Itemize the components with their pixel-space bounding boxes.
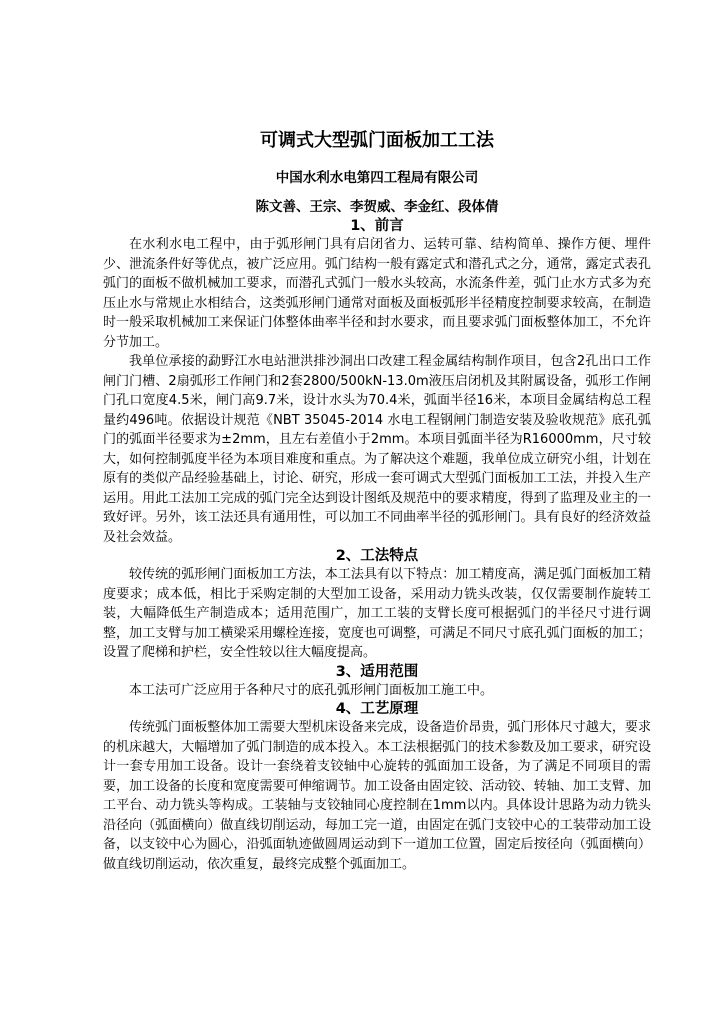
author-names: 陈文善、王宗、李贺威、李金红、段体倩 — [255, 199, 499, 215]
body-paragraph: 在水利水电工程中，由于弧形闸门具有启闭省力、运转可靠、结构简单、操作方便、埋件少、泄流条件好等优点，被广泛应用。弧门结构一般有露定式和潜孔式之分，通常，露定式表孔弧门的面板不做机械加工要求，而潜孔式弧门一般水头较高，水流条件差，弧门止水方式多为充压止水与常规止水相结合，这类弧形闸门通常对面板及面板弧形半径精度控制要求较高，在制造时一般采取机械加工来保证门体整体曲率半径和封水要求，而且要求弧门面板整体加工，不允许分节加工。 — [103, 237, 651, 350]
document-title: 可调式大型弧门面板加工工法 — [260, 130, 494, 151]
section-heading-features: 2、工法特点 — [335, 548, 419, 564]
document-page — [103, 128, 651, 874]
section-heading-scope: 3、适用范围 — [335, 663, 419, 680]
author-organization: 中国水利水电第四工程局有限公司 — [275, 170, 479, 186]
section-heading-principle: 4、工艺原理 — [335, 701, 419, 717]
body-paragraph: 较传统的弧形闸门面板加工方法，本工法具有以下特点：加工精度高，满足弧门面板加工精度要求；成本低，相比于采购定制的大型加工设备，采用动力铣头改装，仅仅需要制作旋转工装，大幅降低生产制造成本；适用范围广，加工工装的支臂长度可根据弧门的半径尺寸进行调整，加工支臂与加工横梁采用螺栓连接，宽度也可调整，可满足不同尺寸底孔弧门面板的加工；设置了爬梯和护栏，安全性较以往大幅度提高。 — [103, 567, 651, 660]
section-heading-introduction: 1、前言 — [350, 218, 404, 234]
body-paragraph: 我单位承接的勐野江水电站泄洪排沙洞出口改建工程金属结构制作项目，包含2孔出口工作闸门门槽、2扇弧形工作闸门和2套2800/500kN-13.0m液压启闭机及其附属设备，弧形工作闸门孔口宽度4.5米，闸门高9.7米，设计水头为70.4米，弧面半径16米，本项目金属结构总工程量约496吨。依据设计规范《NBT 35045-2014 水电工程钢闸门制造安装及验收规范》底孔弧门的弧面半径要求为±2mm，且左右差值小于2mm。本项目弧面半径为R16000mm，尺寸较大，如何控制弧度半径为本项目难度和重点。为了解决这个难题，我单位成立研究小组，计划在原有的类似产品经验基础上，讨论、研究，形成一套可调式大型弧门面板加工工法，并投入生产运用。用此工法加工完成的弧门完全达到设计图纸及规范中的要求精度，得到了监理及业主的一致好评。另外，该工法还具有通用性，可以加工不同曲率半径的弧形闸门。具有良好的经济效益及社会效益。 — [103, 354, 651, 545]
body-paragraph: 传统弧门面板整体加工需要大型机床设备来完成，设备造价昂贵，弧门形体尺寸越大，要求的机床越大，大幅增加了弧门制造的成本投入。本工法根据弧门的技术参数及加工要求，研究设计一套专用加工设备。设计一套绕着支铰轴中心旋转的弧面加工设备，为了满足不同项目的需要，加工设备的长度和宽度需要可伸缩调节。加工设备由固定铰、活动铰、转轴、加工支臂、加工平台、动力铣头等构成。工装轴与支铰轴同心度控制在1mm以内。具体设计思路为动力铣头沿径向（弧面横向）做直线切削运动，每加工完一道，由固定在弧门支铰中心的工装带动加工设备，以支铰中心为圆心，沿弧面轨迹做圆周运动到下一道加工位置，固定后按径向（弧面横向）做直线切削运动，依次重复，最终完成整个弧面加工。 — [103, 720, 651, 872]
body-paragraph: 本工法可广泛应用于各种尺寸的底孔弧形闸门面板加工施工中。 — [129, 682, 494, 698]
